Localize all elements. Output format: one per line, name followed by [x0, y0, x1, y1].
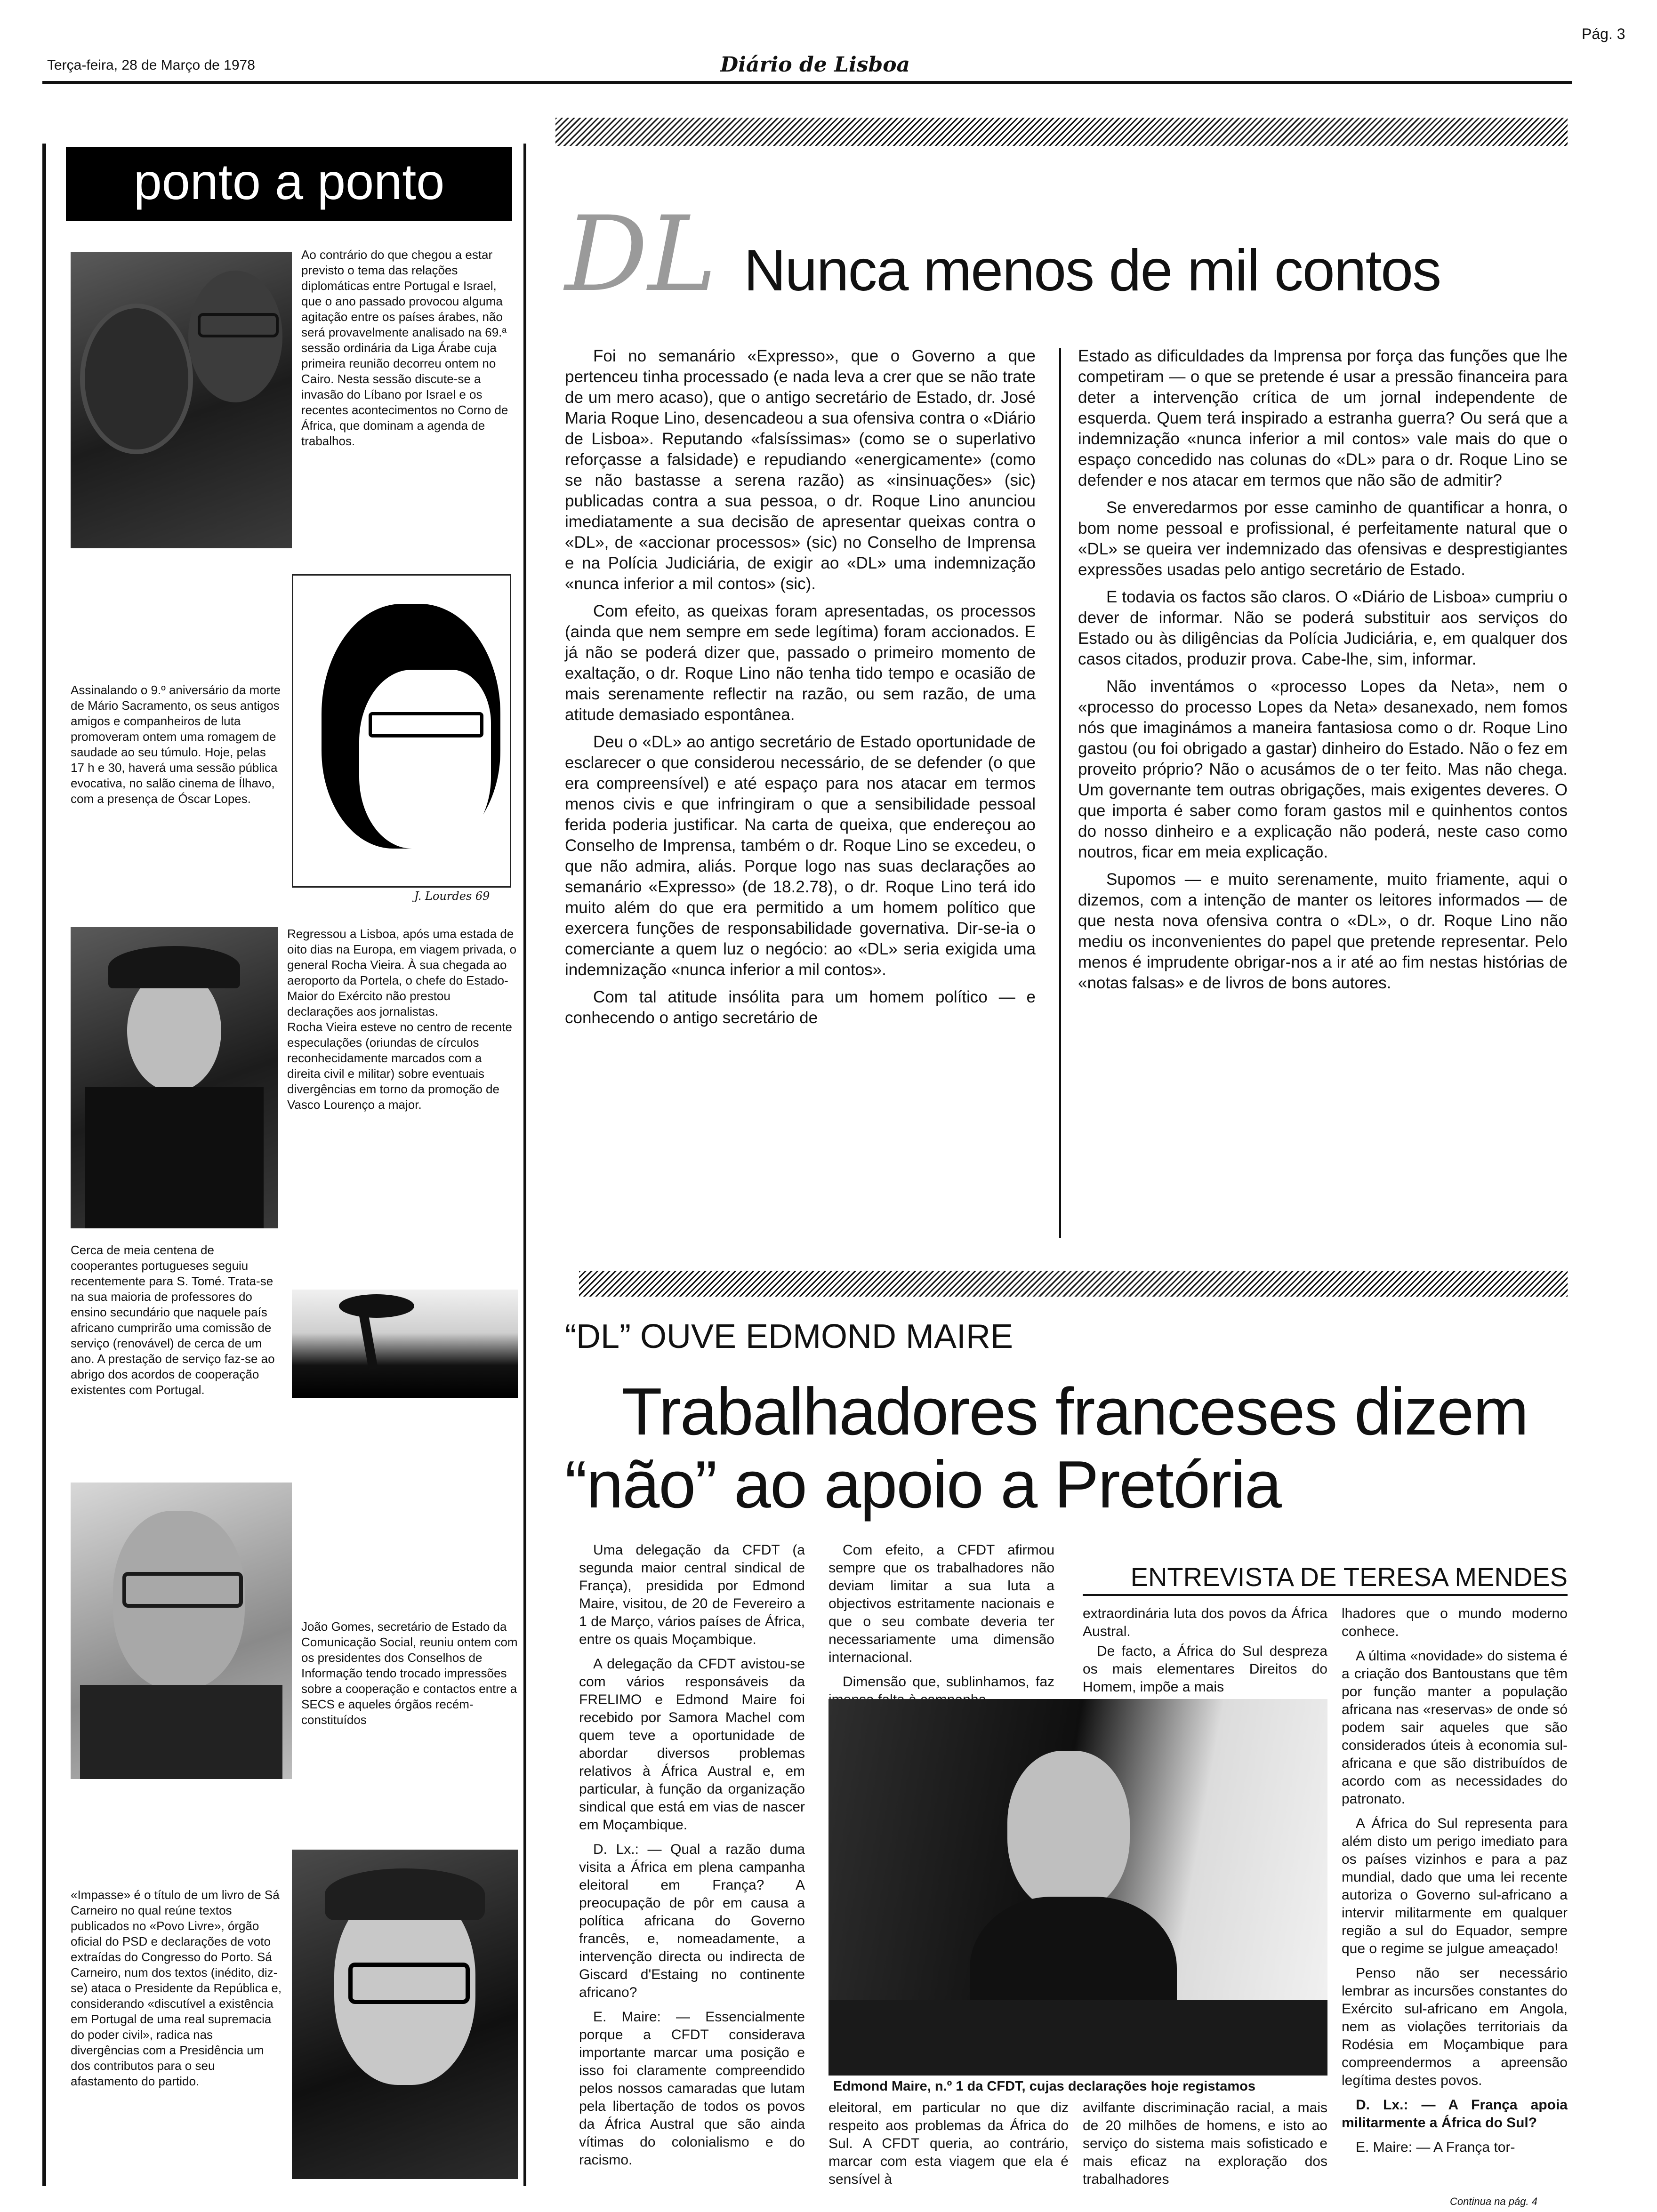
article2-paragraph: Uma delegação da CFDT (a segunda maior central sindical de França), presidida por Edmond Maire, visitou, de 20 de Fevereiro a 1 de Março, vários países de África, entre os quais Moçambique.: [579, 1542, 805, 1647]
sidebar-item-3a: Regressou a Lisboa, após uma estada de oito dias na Europa, em viagem privada, o general Rocha Vieira. À sua chegada ao aeroporto da Portela, o chefe do Estado-Maior do Exército não prestou declarações aos jornalistas.: [287, 927, 517, 1018]
dl-logo: DL: [565, 194, 717, 314]
article2-column-1: [579, 1541, 805, 2176]
article1-column-2: [1078, 346, 1568, 1000]
article2-paragraph: E. Maire: — Essencialmente porque a CFDT considerava importante marcar uma posição e isso foi claramente compreendido pelos nossos camaradas que lutam pela libertação de todos os povos da África Austral que são ainda vítimas do colonialismo e do racismo.: [579, 2009, 805, 2168]
sidebar-item-4: Cerca de meia centena de cooperantes portugueses seguiu recentemente para S. Tomé. Trata-se na sua maioria de professores do ensino secundário que naquele país africano cumprirão uma comissão de serviço (renovável) de cerca de um ano. A prestação de serviço faz-se ao abrigo dos acordos de cooperação existentes com Portugal.: [71, 1243, 275, 1397]
article2-paragraph: lhadores que o mundo moderno conhece.: [1342, 1606, 1568, 1639]
article1-paragraph: Deu o «DL» ao antigo secretário de Estado oportunidade de esclarecer o que considerou necessário, de se defender (o que era compreensível) e até espaço para nos atacar em termos menos civis e que infringiram o que a sensibilidade pessoal ferida poderia justificar. Na carta de queixa, que endereçou ao Conselho de Imprensa, também o dr. Roque Lino se excedeu, o que não admira, aliás. Porque logo nas suas declarações ao semanário «Expresso» (de 18.2.78), o dr. Roque Lino terá ido muito além do que era permitido a um homem político que exercera funções de responsabilidade governativa. Dir-se-ia o comerciante a quem luz o negócio: ao «DL» seria exigida uma indemnização «nunca inferior a mil contos».: [565, 733, 1036, 979]
article1-paragraph: Se enveredarmos por esse caminho de quantificar a honra, o bom nome pessoal e profissional, é perfeitamente natural que o «DL» se queira ver indemnizado das ofensivas e desprestigiantes expressões usadas pelo antigo secretário de Estado.: [1078, 498, 1568, 579]
article1-paragraph: Com efeito, as queixas foram apresentadas, os processos (ainda que nem sempre em sede legítima) foram accionados. E já não se poderá dizer que, passado o primeiro momento de exaltação, o dr. Roque Lino não tenha tido tempo e ocasião de mais serenamente reflectir na razão, ou sem razão, de uma atitude demasiado espontânea.: [565, 602, 1036, 724]
photo-caption: Edmond Maire, n.º 1 da CFDT, cujas declarações hoje registamos: [833, 2079, 1255, 2094]
article2-column-3-top: [1083, 1605, 1327, 1703]
article2-paragraph: De facto, a África do Sul despreza os mais elementares Direitos do Homem, impõe a mais: [1083, 1643, 1327, 1695]
issue-date: Terça-feira, 28 de Março de 1978: [47, 57, 255, 73]
article2-column-2-bottom: eleitoral, em particular no que diz respeito aos problemas da África do Sul. A CFDT queria, ao contrário, marcar com esta viagem que ela é sensível à: [828, 2100, 1069, 2187]
sidebar-title: ponto a ponto: [133, 153, 445, 210]
article2-column-4: [1342, 1605, 1568, 2163]
article1-column-divider: [1059, 348, 1061, 1238]
article1-paragraph: Foi no semanário «Expresso», que o Governo a que pertenceu tinha processado (e nada leva a crer que se não trate de um mero acaso), que o antigo secretário de Estado, dr. José Maria Roque Lino, desencadeou a sua ofensiva contra o «Diário de Lisboa». Reputando «falsíssimas» (como se o superlativo reforçasse a falsidade) e repudiando «energicamente» (como se não bastasse a serena razão) as «insinuações» (sic) publicadas contra a sua pessoa, o dr. Roque Lino anunciou imediatamente a sua decisão de apresentar queixas contra o «DL», de «accionar processos» (sic) no Conselho de Imprensa e na Polícia Judiciária, de exigir ao «DL» uma indemnização «nunca inferior a mil contos» (sic).: [565, 347, 1036, 593]
sidebar-item-5: João Gomes, secretário de Estado da Comunicação Social, reuniu ontem com os presidentes dos Conselhos de Informação tendo trocado impressões sobre a cooperação e contactos entre a SECS e aqueles órgãos recém-constituídos: [301, 1619, 518, 1727]
article1-paragraph: E todavia os factos são claros. O «Diário de Lisboa» cumpriu o dever de informar. Não se poderá substituir aos serviços do Estado ou às diligências da Polícia Judiciária, e, em qualquer dos casos citados, produzir prova. Cabe-lhe, sim, informar.: [1078, 588, 1568, 668]
drawing-mario-sacramento: [292, 574, 511, 888]
drawing-signature: J. Lourdes 69: [414, 890, 490, 903]
sidebar-item-3: [287, 926, 518, 1113]
article2-paragraph: A África do Sul representa para além disto um perigo imediato para os países vizinhos e para a paz mundial, dado que uma lei recente autoriza o Governo sul-africano a intervir militarmente em qualquer região a sul do Equador, sempre que o regime se julgue ameaçado!: [1342, 1816, 1568, 1956]
article2-column-2: [828, 1541, 1054, 1715]
sidebar-item-2: Assinalando o 9.º aniversário da morte de Mário Sacramento, os seus antigos amigos e companheiros de luta promoveram ontem uma romagem de saudade ao seu túmulo. Hoje, pelas 17 h e 30, haverá uma sessão pública evocativa, no salão cinema de Ílhavo, com a presença de Óscar Lopes.: [71, 683, 281, 806]
sidebar-title-box: [66, 147, 512, 221]
article2-paragraph: Penso não ser necessário lembrar as incursões constantes do Exército sul-africano em Angola, nem as violações territoriais da Rodésia em Moçambique para compreendermos a apreensão legítima destes povos.: [1342, 1965, 1568, 2088]
article2-column-3-bottom: avilfante discriminação racial, a mais de 20 milhões de homens, e isto ao serviço do sistema mais sofisticado e mais eficaz na exploração dos trabalhadores: [1083, 2100, 1327, 2187]
hatched-divider-top: [555, 118, 1568, 146]
article2-paragraph: D. Lx.: — A França apoia militarmente a África do Sul?: [1342, 2097, 1568, 2131]
article2-paragraph: Dimensão que, sublinhamos, faz: [843, 1674, 1054, 1690]
sidebar-item-6: «Impasse» é o título de um livro de Sá Carneiro no qual reúne textos publicados no «Povo Livre», órgão oficial do PSD e declarações de voto extraídas do Congresso do Porto. Sá Carneiro, num dos textos (inédito, diz-se) ataca o Presidente da República e, considerando «discutível a existência em Portugal de uma real supremacia do poder civil», radica nas divergências com a Presidência um dos contributos para o seu afastamento do partido.: [71, 1888, 282, 2088]
sidebar-item-3b: Rocha Vieira esteve no centro de recente especulações (oriundas de círculos reconhecidamente marcados com a direita civil e militar) sobre eventuais divergências em torno da promoção de Vasco Lourenço a major.: [287, 1020, 512, 1112]
article2-paragraph: extraordinária luta dos povos da África Austral.: [1083, 1606, 1327, 1639]
photo-sa-carneiro: [292, 1850, 518, 2179]
page-number: Pág. 3: [1582, 25, 1625, 42]
article1-paragraph: Com tal atitude insólita para um homem político — e conhecendo o antigo secretário de: [565, 988, 1036, 1027]
continued-note: Continua na pág. 4: [1450, 2196, 1537, 2207]
article2-paragraph: A delegação da CFDT avistou-se com vários responsáveis da FRELIMO e Edmond Maire foi recebido por Samora Machel com quem teve a oportunidade de abordar diversos problemas relativos à África Austral e, em particular, à função da organização sindical que está em vias de nascer em Moçambique.: [579, 1656, 805, 1833]
article2-paragraph: A última «novidade» do sistema é a criação dos Bantoustans que têm por função manter a população africana nas «reservas» de onde só podem sair aqueles que são considerados úteis à economia sul-africana e que são distribuídos de acordo com as necessidades do patronato.: [1342, 1648, 1568, 1807]
photo-joao-gomes: [71, 1483, 292, 1779]
article1-column-1: [565, 346, 1036, 1035]
hatched-divider-middle: [579, 1271, 1568, 1297]
article1-headline: Nunca menos de mil contos: [744, 238, 1441, 303]
sidebar-border-right: [523, 144, 526, 2186]
article2-paragraph: E. Maire: — A França tor-: [1356, 2140, 1515, 2155]
byline-text: ENTREVISTA DE TERESA MENDES: [1130, 1562, 1568, 1592]
photo-rocha-vieira: [71, 927, 278, 1228]
article2-headline-line1: Trabalhadores franceses dizem: [621, 1374, 1528, 1449]
article1-paragraph: Não inventámos o «processo Lopes da Neta», nem o «processo do processo Lopes da Neta» desanexado, nem fomos nós que imaginámos a maneira fantasiosa como o dr. Roque Lino gastou (ou foi obrigado a gastar) dinheiro do Estado. Não o fez em proveito próprio? Não o acusámos de o ter feito. Mas não chega. Um governante tem outras obrigações, mais exigentes deveres. O que importa é saber como foram gastos mil e quinhentos contos do nosso dinheiro e a explicação não poderá, neste caso como noutros, ficar em meia explicação.: [1078, 677, 1568, 861]
photo-arab-leaders: [71, 252, 292, 548]
article1-paragraph: Estado as dificuldades da Imprensa por força das funções que lhe competiram — o que se pretende é usar a pressão financeira para deter a intervenção crítica de um jornal independente de esquerda. Quem terá inspirado a estranha guerra? Ou será que a indemnização «nunca inferior a mil contos» vale mais do que o espaço concedido nas colunas do «DL» para o dr. Roque Lino se defender e nos atacar em termos que não são de admitir?: [1078, 347, 1568, 489]
article2-headline-line2: “não” ao apoio a Pretória: [565, 1447, 1281, 1522]
sidebar-item-1: Ao contrário do que chegou a estar previsto o tema das relações diplomáticas entre Portugal e Israel, que o ano passado provocou alguma agitação entre os países árabes, não será provavelmente analisado na 69.ª sessão ordinária da Liga Árabe cuja primeira reunião decorreu ontem no Cairo. Nesta sessão discute-se a invasão do Líbano por Israel e os recentes acontecimentos no Corno de África, que dominam a agenda de trabalhos.: [301, 248, 508, 448]
photo-edmond-maire: [828, 1699, 1327, 2076]
article2-kicker: “DL” OUVE EDMOND MAIRE: [565, 1318, 1014, 1355]
article2-byline: [1083, 1560, 1568, 1596]
article2-paragraph: Com efeito, a CFDT afirmou sempre que os trabalhadores não deviam limitar a sua luta a objectivos estritamente nacionais e que o seu combate deveria ter necessariamente uma dimensão internacional.: [828, 1542, 1054, 1665]
masthead: Diário de Lisboa: [720, 53, 910, 77]
article2-paragraph: D. Lx.: — Qual a razão duma visita a África em plena campanha eleitoral em França? A preocupação de pôr em causa a política africana do Governo francês, e, nomeadamente, a intervenção directa ou indirecta de Giscard d'Estaing no continente africano?: [579, 1842, 805, 2000]
photo-sao-tome-landscape: [292, 1290, 518, 1398]
header-rule: [42, 81, 1572, 84]
sidebar-border-left: [42, 144, 46, 2186]
article1-paragraph: Supomos — e muito serenamente, muito friamente, aqui o dizemos, com a intenção de manter os leitores informados — de que nesta nova ofensiva contra o «DL», o dr. Roque Lino não mediu os inconvenientes do papel que pretende representar. Pelo menos é imprudente obrigar-nos a ir até ao fim nestas histórias de «notas falsas» e de livros de bons autores.: [1078, 870, 1568, 992]
